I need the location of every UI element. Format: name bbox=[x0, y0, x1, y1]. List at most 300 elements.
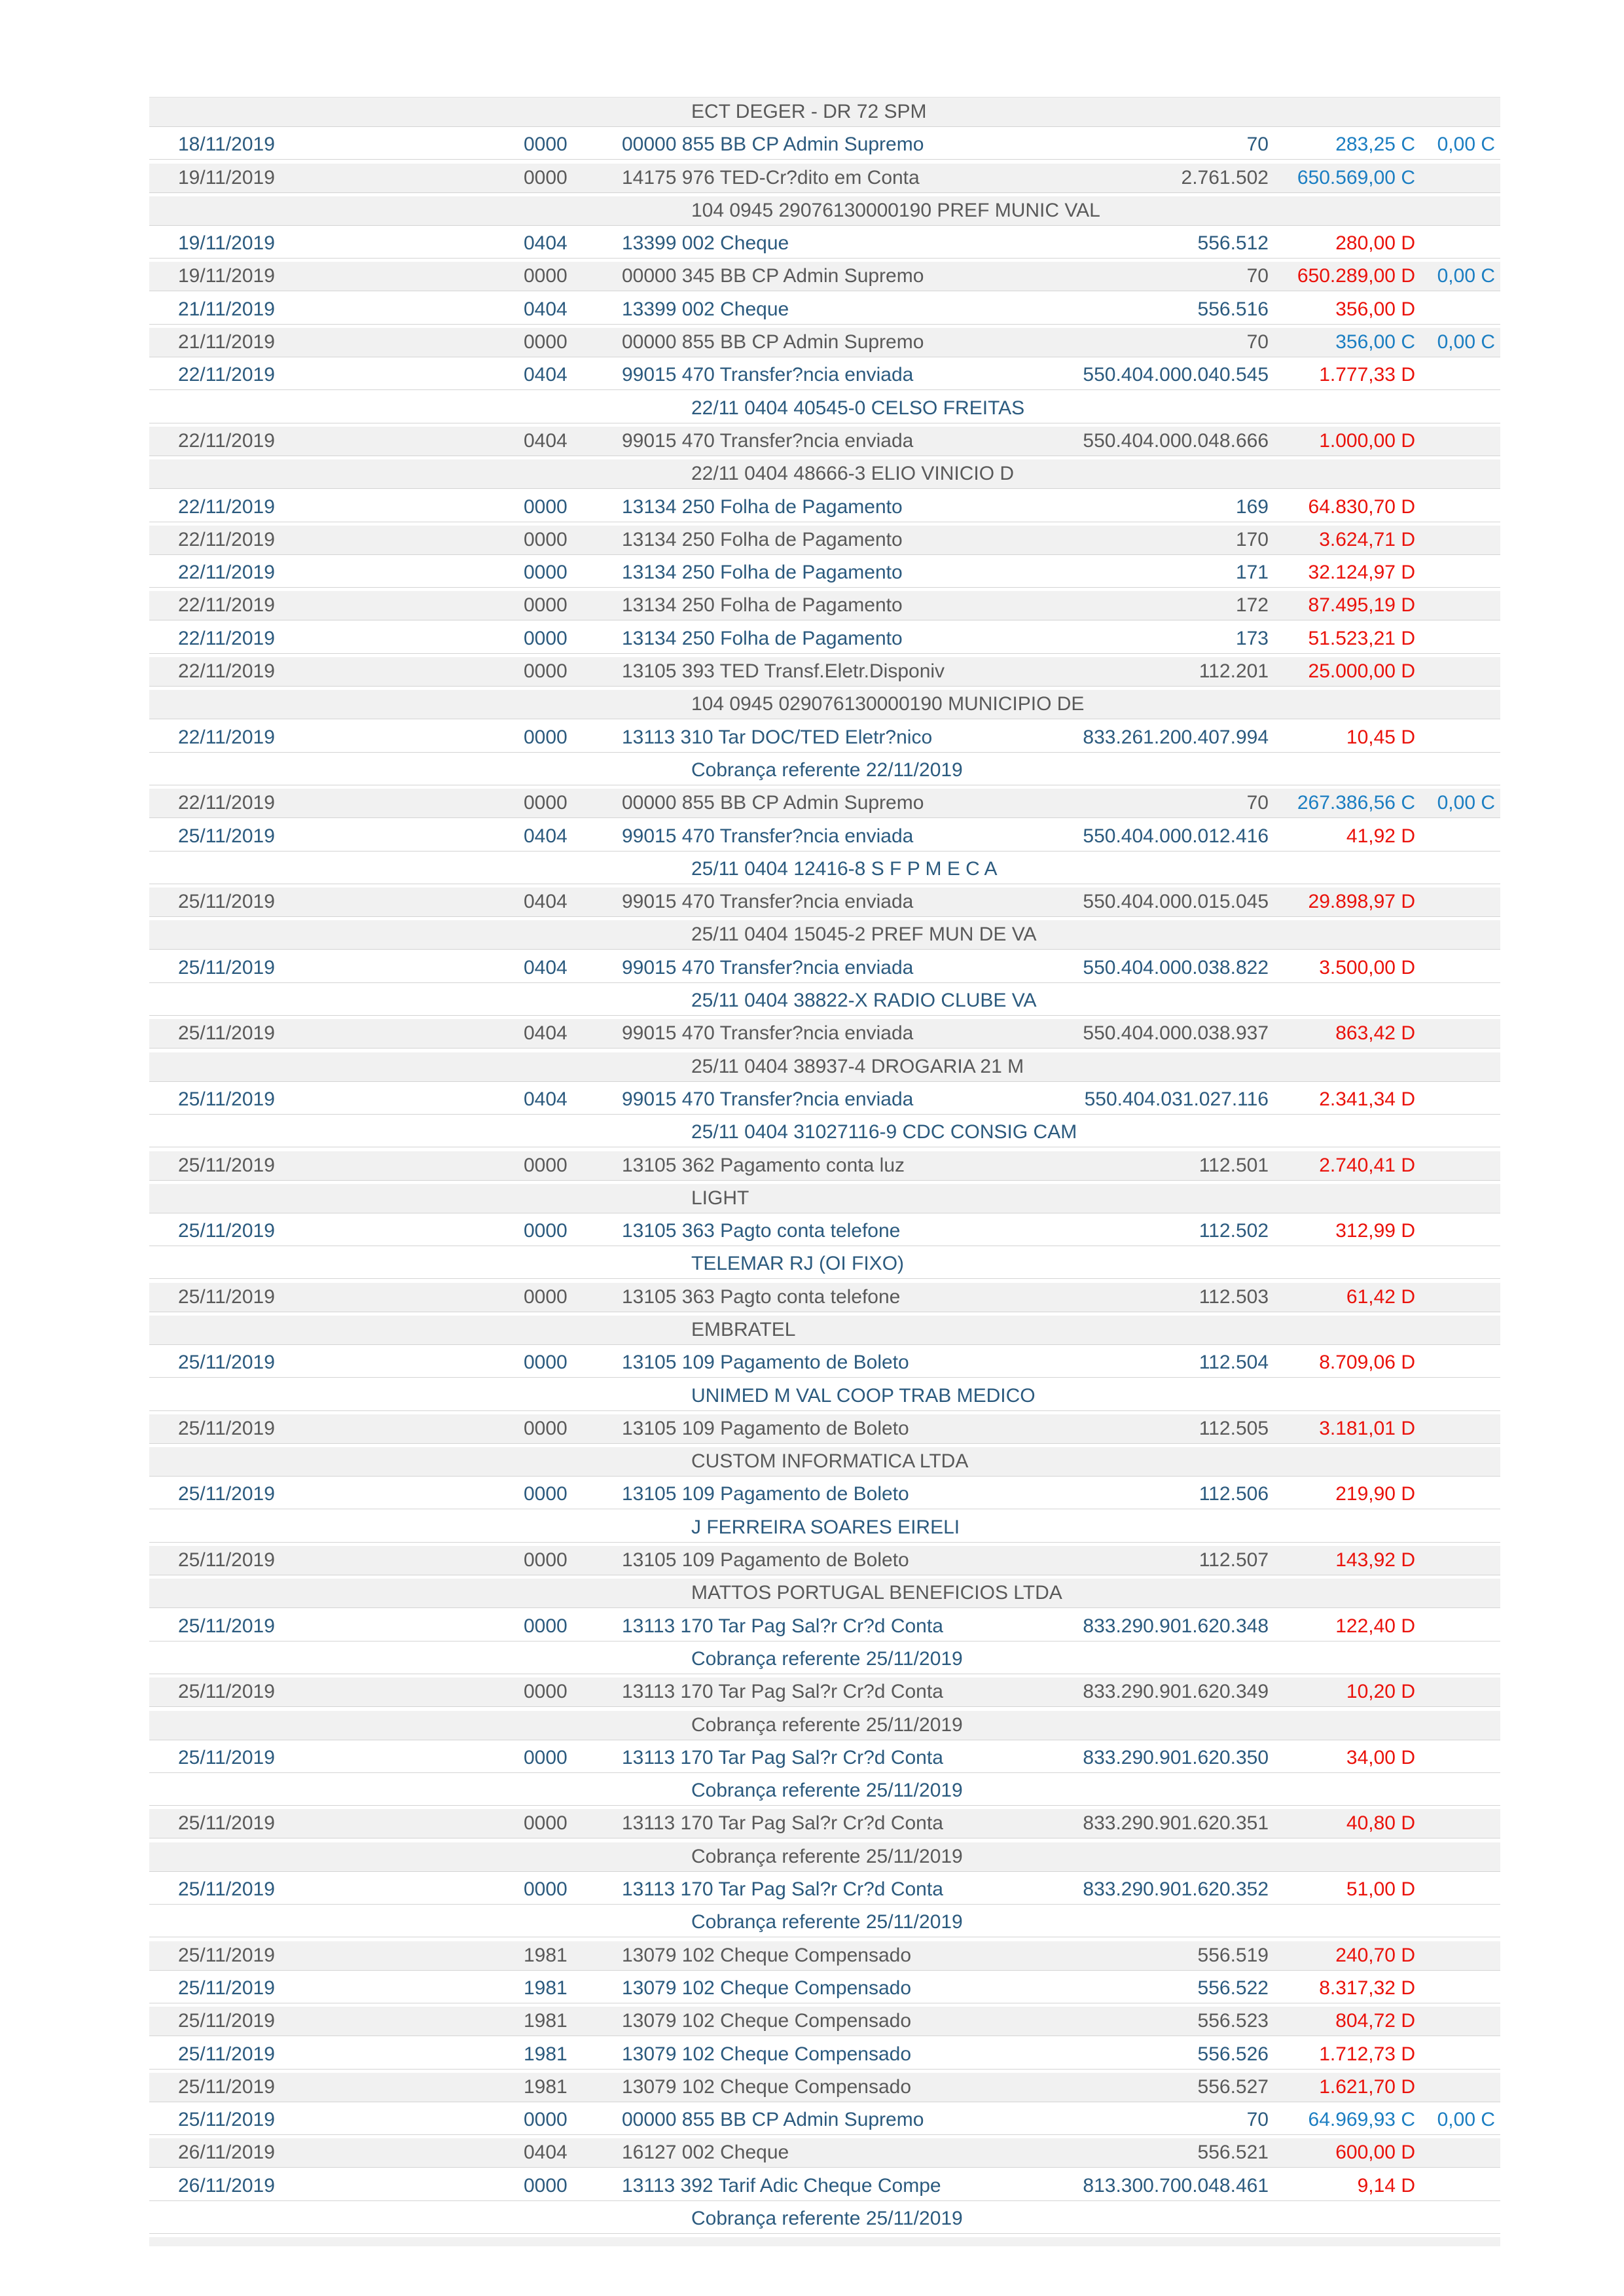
transaction-date: 22/11/2019 bbox=[178, 429, 275, 452]
continuation-row bbox=[149, 1711, 1500, 1740]
document-number: 169 bbox=[1235, 495, 1269, 518]
transaction-description: 00000 855 BB CP Admin Supremo bbox=[622, 134, 924, 156]
document-number: 833.290.901.620.350 bbox=[1083, 1746, 1269, 1768]
table-row bbox=[149, 1875, 1500, 1905]
table-row bbox=[149, 427, 1500, 456]
agency-code: 0404 bbox=[524, 232, 568, 255]
transaction-amount: 650.569,00 C bbox=[1297, 166, 1415, 188]
table-row bbox=[149, 1480, 1500, 1509]
transaction-amount: 34,00 D bbox=[1346, 1746, 1415, 1768]
continuation-text: 25/11 0404 12416-8 S F P M E C A bbox=[691, 857, 998, 880]
transaction-amount: 356,00 C bbox=[1335, 331, 1415, 353]
continuation-text: 104 0945 029076130000190 MUNICIPIO DE bbox=[691, 693, 1085, 715]
secondary-amount: 0,00 C bbox=[1437, 331, 1495, 353]
document-number: 550.404.031.027.116 bbox=[1084, 1088, 1269, 1110]
continuation-text: CUSTOM INFORMATICA LTDA bbox=[691, 1450, 969, 1473]
transaction-amount: 10,45 D bbox=[1346, 726, 1415, 748]
continuation-row bbox=[149, 1118, 1500, 1147]
secondary-amount bbox=[1415, 1941, 1495, 1970]
transaction-date: 19/11/2019 bbox=[178, 232, 275, 255]
agency-code: 0000 bbox=[524, 2109, 568, 2131]
agency-code: 0000 bbox=[524, 1352, 568, 1374]
document-number: 550.404.000.040.545 bbox=[1083, 364, 1269, 386]
secondary-amount bbox=[1415, 1875, 1495, 1904]
transaction-amount: 2.740,41 D bbox=[1319, 1154, 1415, 1176]
table-row bbox=[149, 1546, 1500, 1575]
document-number: 833.290.901.620.352 bbox=[1083, 1878, 1269, 1901]
document-number: 173 bbox=[1235, 627, 1269, 649]
document-number: 112.506 bbox=[1199, 1483, 1269, 1505]
transaction-date: 22/11/2019 bbox=[178, 792, 275, 814]
transaction-amount: 61,42 D bbox=[1346, 1285, 1415, 1308]
table-row bbox=[149, 262, 1500, 291]
transaction-amount: 219,90 D bbox=[1335, 1483, 1415, 1505]
secondary-amount: 0,00 C bbox=[1437, 134, 1495, 156]
transaction-description: 16127 002 Cheque bbox=[622, 2142, 789, 2164]
continuation-row bbox=[149, 1842, 1500, 1872]
document-number: 833.261.200.407.994 bbox=[1083, 726, 1269, 748]
secondary-amount bbox=[1415, 1217, 1495, 1246]
table-row bbox=[149, 888, 1500, 917]
document-number: 112.503 bbox=[1199, 1285, 1269, 1308]
transaction-date: 25/11/2019 bbox=[178, 1549, 275, 1571]
secondary-amount bbox=[1415, 493, 1495, 522]
transaction-date: 25/11/2019 bbox=[178, 1154, 275, 1176]
document-number: 556.522 bbox=[1197, 1977, 1269, 1999]
document-number: 813.300.700.048.461 bbox=[1083, 2174, 1269, 2197]
agency-code: 0404 bbox=[524, 891, 568, 913]
document-number: 70 bbox=[1246, 331, 1269, 353]
transaction-description: 13134 250 Folha de Pagamento bbox=[622, 495, 903, 518]
secondary-amount bbox=[1415, 1612, 1495, 1641]
agency-code: 0404 bbox=[524, 2142, 568, 2164]
transaction-description: 13134 250 Folha de Pagamento bbox=[622, 594, 903, 617]
secondary-amount bbox=[1415, 954, 1495, 982]
continuation-row bbox=[149, 855, 1500, 884]
transaction-description: 13105 362 Pagamento conta luz bbox=[622, 1154, 905, 1176]
continuation-text: Cobrança referente 22/11/2019 bbox=[691, 759, 963, 781]
transaction-description: 13399 002 Cheque bbox=[622, 298, 789, 320]
transactions-table bbox=[149, 97, 1500, 2246]
transaction-description: 14175 976 TED-Cr?dito em Conta bbox=[622, 166, 920, 188]
agency-code: 0404 bbox=[524, 825, 568, 847]
transaction-date: 25/11/2019 bbox=[178, 2043, 275, 2065]
agency-code: 0000 bbox=[524, 792, 568, 814]
table-row bbox=[149, 2040, 1500, 2070]
transaction-amount: 3.624,71 D bbox=[1319, 528, 1415, 550]
agency-code: 0000 bbox=[524, 562, 568, 584]
transaction-date: 21/11/2019 bbox=[178, 298, 275, 320]
transaction-description: 99015 470 Transfer?ncia enviada bbox=[622, 1022, 914, 1045]
transaction-date: 25/11/2019 bbox=[178, 1812, 275, 1835]
agency-code: 0000 bbox=[524, 528, 568, 550]
transaction-date: 25/11/2019 bbox=[178, 1615, 275, 1637]
document-number: 112.507 bbox=[1199, 1549, 1269, 1571]
transaction-date: 25/11/2019 bbox=[178, 1746, 275, 1768]
transaction-description: 13105 109 Pagamento de Boleto bbox=[622, 1417, 909, 1439]
transaction-amount: 650.289,00 D bbox=[1297, 265, 1415, 287]
transaction-amount: 600,00 D bbox=[1335, 2142, 1415, 2164]
continuation-row bbox=[149, 459, 1500, 489]
document-number: 112.504 bbox=[1199, 1352, 1269, 1374]
transaction-amount: 41,92 D bbox=[1346, 825, 1415, 847]
document-number: 550.404.000.038.822 bbox=[1083, 956, 1269, 978]
transaction-description: 13105 363 Pagto conta telefone bbox=[622, 1285, 901, 1308]
table-row bbox=[149, 1348, 1500, 1378]
secondary-amount bbox=[1415, 1744, 1495, 1772]
agency-code: 0000 bbox=[524, 1483, 568, 1505]
transaction-description: 13105 109 Pagamento de Boleto bbox=[622, 1549, 909, 1571]
transaction-amount: 267.386,56 C bbox=[1297, 792, 1415, 814]
transaction-date: 25/11/2019 bbox=[178, 956, 275, 978]
continuation-row bbox=[149, 394, 1500, 423]
table-row bbox=[149, 130, 1500, 160]
secondary-amount bbox=[1415, 2007, 1495, 2036]
continuation-text: Cobrança referente 25/11/2019 bbox=[691, 1845, 963, 1867]
agency-code: 0404 bbox=[524, 1022, 568, 1045]
agency-code: 1981 bbox=[524, 2075, 568, 2098]
secondary-amount bbox=[1415, 1546, 1495, 1575]
transaction-description: 13113 170 Tar Pag Sal?r Cr?d Conta bbox=[622, 1812, 943, 1835]
transaction-date: 22/11/2019 bbox=[178, 726, 275, 748]
document-number: 556.516 bbox=[1197, 298, 1269, 320]
secondary-amount bbox=[1415, 295, 1495, 324]
document-number: 2.761.502 bbox=[1181, 166, 1269, 188]
table-row bbox=[149, 2172, 1500, 2201]
table-row bbox=[149, 657, 1500, 687]
continuation-row bbox=[149, 690, 1500, 719]
transaction-amount: 804,72 D bbox=[1335, 2010, 1415, 2032]
table-row bbox=[149, 954, 1500, 983]
continuation-row bbox=[149, 1447, 1500, 1477]
document-number: 112.501 bbox=[1199, 1154, 1269, 1176]
transaction-description: 99015 470 Transfer?ncia enviada bbox=[622, 825, 914, 847]
document-number: 70 bbox=[1246, 265, 1269, 287]
continuation-text: 104 0945 29076130000190 PREF MUNIC VAL bbox=[691, 199, 1100, 221]
document-number: 112.505 bbox=[1199, 1417, 1269, 1439]
transaction-date: 25/11/2019 bbox=[178, 1977, 275, 1999]
table-row bbox=[149, 723, 1500, 753]
continuation-row bbox=[149, 1249, 1500, 1279]
table-row bbox=[149, 558, 1500, 588]
transaction-description: 13113 170 Tar Pag Sal?r Cr?d Conta bbox=[622, 1878, 943, 1901]
secondary-amount bbox=[1415, 229, 1495, 258]
transaction-amount: 64.969,93 C bbox=[1308, 2109, 1415, 2131]
transaction-amount: 9,14 D bbox=[1357, 2174, 1415, 2197]
transaction-description: 13105 363 Pagto conta telefone bbox=[622, 1220, 901, 1242]
transaction-amount: 122,40 D bbox=[1335, 1615, 1415, 1637]
transaction-description: 13134 250 Folha de Pagamento bbox=[622, 627, 903, 649]
transaction-description: 13134 250 Folha de Pagamento bbox=[622, 562, 903, 584]
transaction-description: 13113 170 Tar Pag Sal?r Cr?d Conta bbox=[622, 1681, 943, 1703]
document-number: 70 bbox=[1246, 134, 1269, 156]
transaction-description: 13079 102 Cheque Compensado bbox=[622, 2075, 912, 2098]
table-row bbox=[149, 1085, 1500, 1115]
secondary-amount bbox=[1415, 2040, 1495, 2069]
secondary-amount bbox=[1415, 1283, 1495, 1312]
transaction-date: 25/11/2019 bbox=[178, 1483, 275, 1505]
transaction-date: 25/11/2019 bbox=[178, 1022, 275, 1045]
agency-code: 0000 bbox=[524, 265, 568, 287]
continuation-text: Cobrança referente 25/11/2019 bbox=[691, 1780, 963, 1802]
transaction-amount: 3.500,00 D bbox=[1319, 956, 1415, 978]
transaction-amount: 240,70 D bbox=[1335, 1944, 1415, 1966]
transaction-date: 18/11/2019 bbox=[178, 134, 275, 156]
table-row bbox=[149, 789, 1500, 818]
transaction-date: 22/11/2019 bbox=[178, 364, 275, 386]
secondary-amount bbox=[1415, 1677, 1495, 1706]
document-number: 171 bbox=[1235, 562, 1269, 584]
document-number: 70 bbox=[1246, 2109, 1269, 2131]
table-row bbox=[149, 2106, 1500, 2135]
agency-code: 1981 bbox=[524, 2043, 568, 2065]
transaction-description: 13105 109 Pagamento de Boleto bbox=[622, 1483, 909, 1505]
transaction-description: 99015 470 Transfer?ncia enviada bbox=[622, 956, 914, 978]
transaction-description: 13113 170 Tar Pag Sal?r Cr?d Conta bbox=[622, 1746, 943, 1768]
continuation-row bbox=[149, 920, 1500, 950]
transaction-amount: 51.523,21 D bbox=[1308, 627, 1415, 649]
document-number: 550.404.000.048.666 bbox=[1083, 429, 1269, 452]
transaction-amount: 280,00 D bbox=[1335, 232, 1415, 255]
transaction-amount: 8.317,32 D bbox=[1319, 1977, 1415, 1999]
document-number: 556.512 bbox=[1197, 232, 1269, 255]
transaction-amount: 143,92 D bbox=[1335, 1549, 1415, 1571]
table-row bbox=[149, 164, 1500, 193]
agency-code: 0000 bbox=[524, 660, 568, 683]
agency-code: 0404 bbox=[524, 956, 568, 978]
transaction-description: 99015 470 Transfer?ncia enviada bbox=[622, 891, 914, 913]
document-number: 556.523 bbox=[1197, 2010, 1269, 2032]
table-row bbox=[149, 1612, 1500, 1641]
continuation-row bbox=[149, 1579, 1500, 1608]
continuation-text: TELEMAR RJ (OI FIXO) bbox=[691, 1253, 905, 1275]
table-row bbox=[149, 1809, 1500, 1839]
table-row bbox=[149, 229, 1500, 259]
transaction-description: 13105 109 Pagamento de Boleto bbox=[622, 1352, 909, 1374]
continuation-text: 25/11 0404 15045-2 PREF MUN DE VA bbox=[691, 924, 1037, 946]
agency-code: 0000 bbox=[524, 627, 568, 649]
transaction-description: 13105 393 TED Transf.Eletr.Disponiv bbox=[622, 660, 945, 683]
transaction-amount: 356,00 D bbox=[1335, 298, 1415, 320]
transaction-amount: 25.000,00 D bbox=[1308, 660, 1415, 683]
agency-code: 0000 bbox=[524, 166, 568, 188]
agency-code: 0404 bbox=[524, 1088, 568, 1110]
document-number: 556.527 bbox=[1197, 2075, 1269, 2098]
transaction-amount: 10,20 D bbox=[1346, 1681, 1415, 1703]
transaction-amount: 2.341,34 D bbox=[1319, 1088, 1415, 1110]
continuation-row bbox=[149, 986, 1500, 1016]
document-number: 556.521 bbox=[1197, 2142, 1269, 2164]
transaction-date: 22/11/2019 bbox=[178, 627, 275, 649]
secondary-amount bbox=[1415, 1085, 1495, 1114]
continuation-text: LIGHT bbox=[691, 1187, 749, 1209]
empty-strip-row bbox=[149, 2237, 1500, 2246]
transaction-amount: 863,42 D bbox=[1335, 1022, 1415, 1045]
secondary-amount bbox=[1415, 427, 1495, 456]
transaction-date: 26/11/2019 bbox=[178, 2142, 275, 2164]
continuation-row bbox=[149, 1645, 1500, 1674]
table-row bbox=[149, 1974, 1500, 2003]
continuation-text: UNIMED M VAL COOP TRAB MEDICO bbox=[691, 1384, 1036, 1407]
agency-code: 0000 bbox=[524, 1417, 568, 1439]
transaction-description: 13079 102 Cheque Compensado bbox=[622, 1944, 912, 1966]
continuation-text: ECT DEGER - DR 72 SPM bbox=[691, 101, 927, 122]
transaction-date: 22/11/2019 bbox=[178, 562, 275, 584]
transaction-amount: 1.621,70 D bbox=[1319, 2075, 1415, 2098]
transaction-date: 19/11/2019 bbox=[178, 166, 275, 188]
transaction-amount: 51,00 D bbox=[1346, 1878, 1415, 1901]
continuation-text: Cobrança referente 25/11/2019 bbox=[691, 1713, 963, 1736]
table-row bbox=[149, 328, 1500, 357]
table-row bbox=[149, 2007, 1500, 2036]
transaction-amount: 32.124,97 D bbox=[1308, 562, 1415, 584]
agency-code: 1981 bbox=[524, 1944, 568, 1966]
document-number: 112.502 bbox=[1199, 1220, 1269, 1242]
agency-code: 0000 bbox=[524, 1549, 568, 1571]
transaction-description: 13113 392 Tarif Adic Cheque Compe bbox=[622, 2174, 941, 2197]
transaction-date: 22/11/2019 bbox=[178, 495, 275, 518]
agency-code: 1981 bbox=[524, 1977, 568, 1999]
transaction-date: 25/11/2019 bbox=[178, 1878, 275, 1901]
table-row bbox=[149, 1414, 1500, 1444]
agency-code: 0000 bbox=[524, 495, 568, 518]
continuation-row bbox=[149, 1776, 1500, 1806]
secondary-amount bbox=[1415, 558, 1495, 587]
agency-code: 0000 bbox=[524, 594, 568, 617]
transaction-amount: 3.181,01 D bbox=[1319, 1417, 1415, 1439]
secondary-amount: 0,00 C bbox=[1437, 792, 1495, 814]
secondary-amount bbox=[1415, 1019, 1495, 1048]
continuation-row bbox=[149, 756, 1500, 785]
transaction-date: 25/11/2019 bbox=[178, 2010, 275, 2032]
secondary-amount bbox=[1415, 2073, 1495, 2102]
transaction-date: 26/11/2019 bbox=[178, 2174, 275, 2197]
continuation-text: 25/11 0404 38822-X RADIO CLUBE VA bbox=[691, 990, 1037, 1012]
continuation-text: J FERREIRA SOARES EIRELI bbox=[691, 1516, 960, 1538]
agency-code: 0000 bbox=[524, 331, 568, 353]
transaction-description: 13399 002 Cheque bbox=[622, 232, 789, 255]
document-number: 70 bbox=[1246, 792, 1269, 814]
transaction-amount: 1.000,00 D bbox=[1319, 429, 1415, 452]
transaction-date: 25/11/2019 bbox=[178, 1944, 275, 1966]
transaction-description: 13079 102 Cheque Compensado bbox=[622, 1977, 912, 1999]
continuation-row bbox=[149, 1908, 1500, 1937]
agency-code: 0000 bbox=[524, 2174, 568, 2197]
transaction-amount: 1.712,73 D bbox=[1319, 2043, 1415, 2065]
transaction-description: 00000 855 BB CP Admin Supremo bbox=[622, 792, 924, 814]
document-number: 550.404.000.012.416 bbox=[1083, 825, 1269, 847]
table-row bbox=[149, 1744, 1500, 1773]
table-row bbox=[149, 1019, 1500, 1049]
document-number: 550.404.000.015.045 bbox=[1083, 891, 1269, 913]
continuation-text: 25/11 0404 31027116-9 CDC CONSIG CAM bbox=[691, 1121, 1077, 1143]
transaction-date: 25/11/2019 bbox=[178, 1681, 275, 1703]
continuation-row bbox=[149, 2204, 1500, 2234]
secondary-amount bbox=[1415, 1480, 1495, 1509]
secondary-amount bbox=[1415, 723, 1495, 752]
document-number: 550.404.000.038.937 bbox=[1083, 1022, 1269, 1045]
agency-code: 1981 bbox=[524, 2010, 568, 2032]
transaction-amount: 29.898,97 D bbox=[1308, 891, 1415, 913]
agency-code: 0404 bbox=[524, 364, 568, 386]
transaction-amount: 8.709,06 D bbox=[1319, 1352, 1415, 1374]
transaction-amount: 40,80 D bbox=[1346, 1812, 1415, 1835]
agency-code: 0000 bbox=[524, 1681, 568, 1703]
secondary-amount bbox=[1415, 2172, 1495, 2200]
transaction-description: 99015 470 Transfer?ncia enviada bbox=[622, 364, 914, 386]
transaction-date: 25/11/2019 bbox=[178, 891, 275, 913]
table-row bbox=[149, 822, 1500, 852]
transaction-date: 25/11/2019 bbox=[178, 1088, 275, 1110]
transaction-description: 13079 102 Cheque Compensado bbox=[622, 2043, 912, 2065]
continuation-row bbox=[149, 1184, 1500, 1213]
agency-code: 0000 bbox=[524, 1285, 568, 1308]
table-row bbox=[149, 493, 1500, 522]
transaction-date: 25/11/2019 bbox=[178, 2075, 275, 2098]
continuation-row bbox=[149, 97, 1500, 127]
transaction-description: 00000 855 BB CP Admin Supremo bbox=[622, 2109, 924, 2131]
secondary-amount bbox=[1415, 1809, 1495, 1838]
transaction-amount: 87.495,19 D bbox=[1308, 594, 1415, 617]
agency-code: 0000 bbox=[524, 1812, 568, 1835]
document-number: 833.290.901.620.348 bbox=[1083, 1615, 1269, 1637]
secondary-amount: 0,00 C bbox=[1437, 2109, 1495, 2131]
transaction-date: 25/11/2019 bbox=[178, 1285, 275, 1308]
transaction-description: 13113 170 Tar Pag Sal?r Cr?d Conta bbox=[622, 1615, 943, 1637]
transaction-date: 22/11/2019 bbox=[178, 594, 275, 617]
continuation-text: 22/11 0404 48666-3 ELIO VINICIO D bbox=[691, 463, 1015, 485]
continuation-row bbox=[149, 1382, 1500, 1411]
agency-code: 0000 bbox=[524, 1220, 568, 1242]
secondary-amount bbox=[1415, 164, 1495, 192]
document-number: 556.526 bbox=[1197, 2043, 1269, 2065]
secondary-amount bbox=[1415, 888, 1495, 916]
secondary-amount bbox=[1415, 361, 1495, 389]
secondary-amount bbox=[1415, 1151, 1495, 1180]
transaction-description: 13134 250 Folha de Pagamento bbox=[622, 528, 903, 550]
agency-code: 0000 bbox=[524, 1154, 568, 1176]
transaction-date: 22/11/2019 bbox=[178, 660, 275, 683]
table-row bbox=[149, 1151, 1500, 1181]
transaction-date: 25/11/2019 bbox=[178, 2109, 275, 2131]
continuation-text: Cobrança referente 25/11/2019 bbox=[691, 1647, 963, 1670]
continuation-row bbox=[149, 196, 1500, 226]
document-number: 833.290.901.620.351 bbox=[1083, 1812, 1269, 1835]
agency-code: 0000 bbox=[524, 134, 568, 156]
document-number: 556.519 bbox=[1197, 1944, 1269, 1966]
table-row bbox=[149, 361, 1500, 390]
secondary-amount bbox=[1415, 657, 1495, 686]
table-row bbox=[149, 591, 1500, 620]
continuation-text: 22/11 0404 40545-0 CELSO FREITAS bbox=[691, 397, 1025, 419]
continuation-row bbox=[149, 1513, 1500, 1543]
transaction-date: 25/11/2019 bbox=[178, 1417, 275, 1439]
table-row bbox=[149, 1283, 1500, 1312]
secondary-amount bbox=[1415, 2138, 1495, 2167]
transaction-amount: 64.830,70 D bbox=[1308, 495, 1415, 518]
table-row bbox=[149, 295, 1500, 325]
document-number: 112.201 bbox=[1199, 660, 1269, 683]
secondary-amount bbox=[1415, 822, 1495, 851]
table-row bbox=[149, 526, 1500, 555]
transaction-amount: 312,99 D bbox=[1335, 1220, 1415, 1242]
transaction-date: 21/11/2019 bbox=[178, 331, 275, 353]
document-number: 170 bbox=[1235, 528, 1269, 550]
secondary-amount bbox=[1415, 1414, 1495, 1443]
secondary-amount bbox=[1415, 526, 1495, 554]
transaction-date: 19/11/2019 bbox=[178, 265, 275, 287]
continuation-row bbox=[149, 1316, 1500, 1345]
